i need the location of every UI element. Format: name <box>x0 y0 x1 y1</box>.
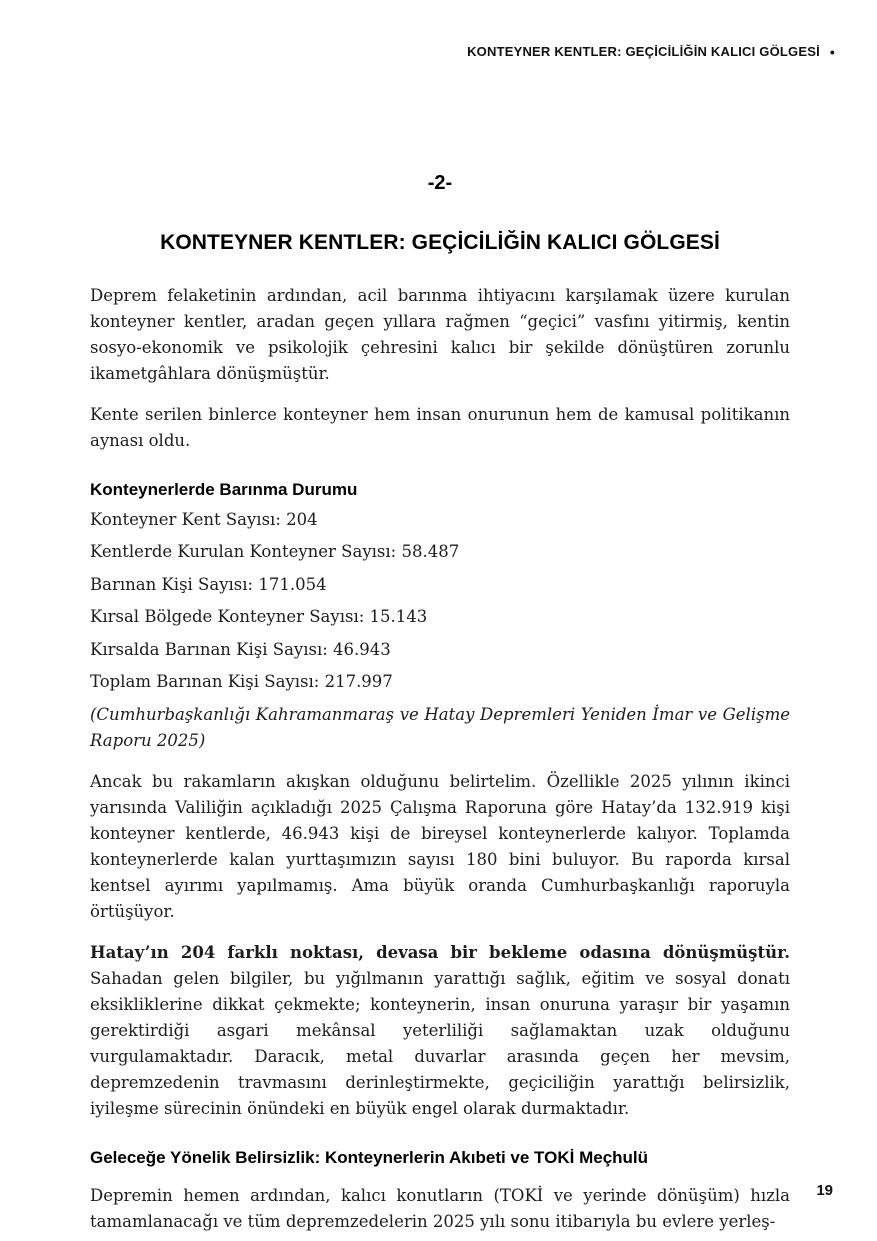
stat-barinan-kisi-sayisi: Barınan Kişi Sayısı: 171.054 <box>90 574 327 594</box>
stats-list <box>90 507 790 696</box>
page-content <box>90 0 790 1235</box>
chapter-number: -2- <box>427 172 453 194</box>
source-note: (Cumhurbaşkanlığı Kahramanmaraş ve Hatay Depremleri Yeniden İmar ve Gelişme Raporu 2025) <box>90 705 790 750</box>
running-header-title: KONTEYNER KENTLER: GEÇİCİLİĞİN KALICI GÖLGESİ <box>467 44 820 59</box>
paragraph-toki: Depremin hemen ardından, kalıcı konutların (TOKİ ve yerinde dönüşüm) hızla tamamlanacağı ve tüm depremzedelerin 2025 yılı sonu itibarıyla bu evlere yerleş- <box>90 1186 790 1231</box>
running-header-bullet-icon: • <box>829 43 835 60</box>
paragraph-bold-lead: Hatay’ın 204 farklı noktası, devasa bir bekleme odasına dönüşmüştür. <box>90 943 790 962</box>
section-heading-gelecek-belirsizlik: Geleceğe Yönelik Belirsizlik: Konteynerlerin Akıbeti ve TOKİ Meçhulü <box>90 1148 649 1167</box>
stat-kurulan-konteyner-sayisi: Kentlerde Kurulan Konteyner Sayısı: 58.487 <box>90 542 460 561</box>
stat-konteyner-kent-sayisi: Konteyner Kent Sayısı: 204 <box>90 509 318 529</box>
paragraph-rakamlar: Ancak bu rakamların akışkan olduğunu belirtelim. Özellikle 2025 yılının ikinci yarısında Valiliğin açıkladığı 2025 Çalışma Raporuna göre Hatay’da 132.919 kişi konteyner kentlerde, 46.943 kişi de bireysel konteynerlerde kalıyor. Toplamda konteynerlerde kalan yurttaşımızın sayısı 180 bini buluyor. Bu raporda kırsal kentsel ayırımı yapılmamış. Ama büyük oranda Cumhurbaşkanlığı raporuyla örtüşüyor. <box>90 772 790 921</box>
section-heading-barinma-durumu: Konteynerlerde Barınma Durumu <box>90 480 358 499</box>
paragraph-intro-1: Deprem felaketinin ardından, acil barınma ihtiyacını karşılamak üzere kurulan konteyner kentler, aradan geçen yıllara rağmen “geçici” vasfını yitirmiş, kentin sosyo-ekonomik ve psikolojik çehresini kalıcı bir şekilde dönüştüren zorunlu ikametgâhlara dönüşmüştür. <box>90 286 790 383</box>
stat-toplam-barinan-kisi-sayisi: Toplam Barınan Kişi Sayısı: 217.997 <box>90 672 393 691</box>
page-number: 19 <box>816 1182 833 1199</box>
chapter-title: KONTEYNER KENTLER: GEÇİCİLİĞİN KALICI GÖLGESİ <box>160 231 720 254</box>
stat-kirsal-barinan-kisi-sayisi: Kırsalda Barınan Kişi Sayısı: 46.943 <box>90 639 391 659</box>
paragraph-bekleme-odasi <box>90 940 790 1122</box>
stat-kirsal-konteyner-sayisi: Kırsal Bölgede Konteyner Sayısı: 15.143 <box>90 607 428 626</box>
paragraph-intro-2: Kente serilen binlerce konteyner hem insan onurunun hem de kamusal politikanın aynası oldu. <box>90 405 790 450</box>
paragraph-bold-rest: Sahadan gelen bilgiler, bu yığılmanın yarattığı sağlık, eğitim ve sosyal donatı eksikliklerine dikkat çekmekte; konteynerin, insan onuruna yaraşır bir yaşamın gerektirdiği asgari mekânsal yeterliliği sağlamaktan uzak olduğunu vurgulamaktadır. Daracık, metal duvarlar arasında geçen her mevsim, depremzedenin travmasını derinleştirmekte, geçiciliğin yarattığı belirsizlik, iyileşme sürecinin önündeki en büyük engel olarak durmaktadır. <box>90 969 790 1118</box>
